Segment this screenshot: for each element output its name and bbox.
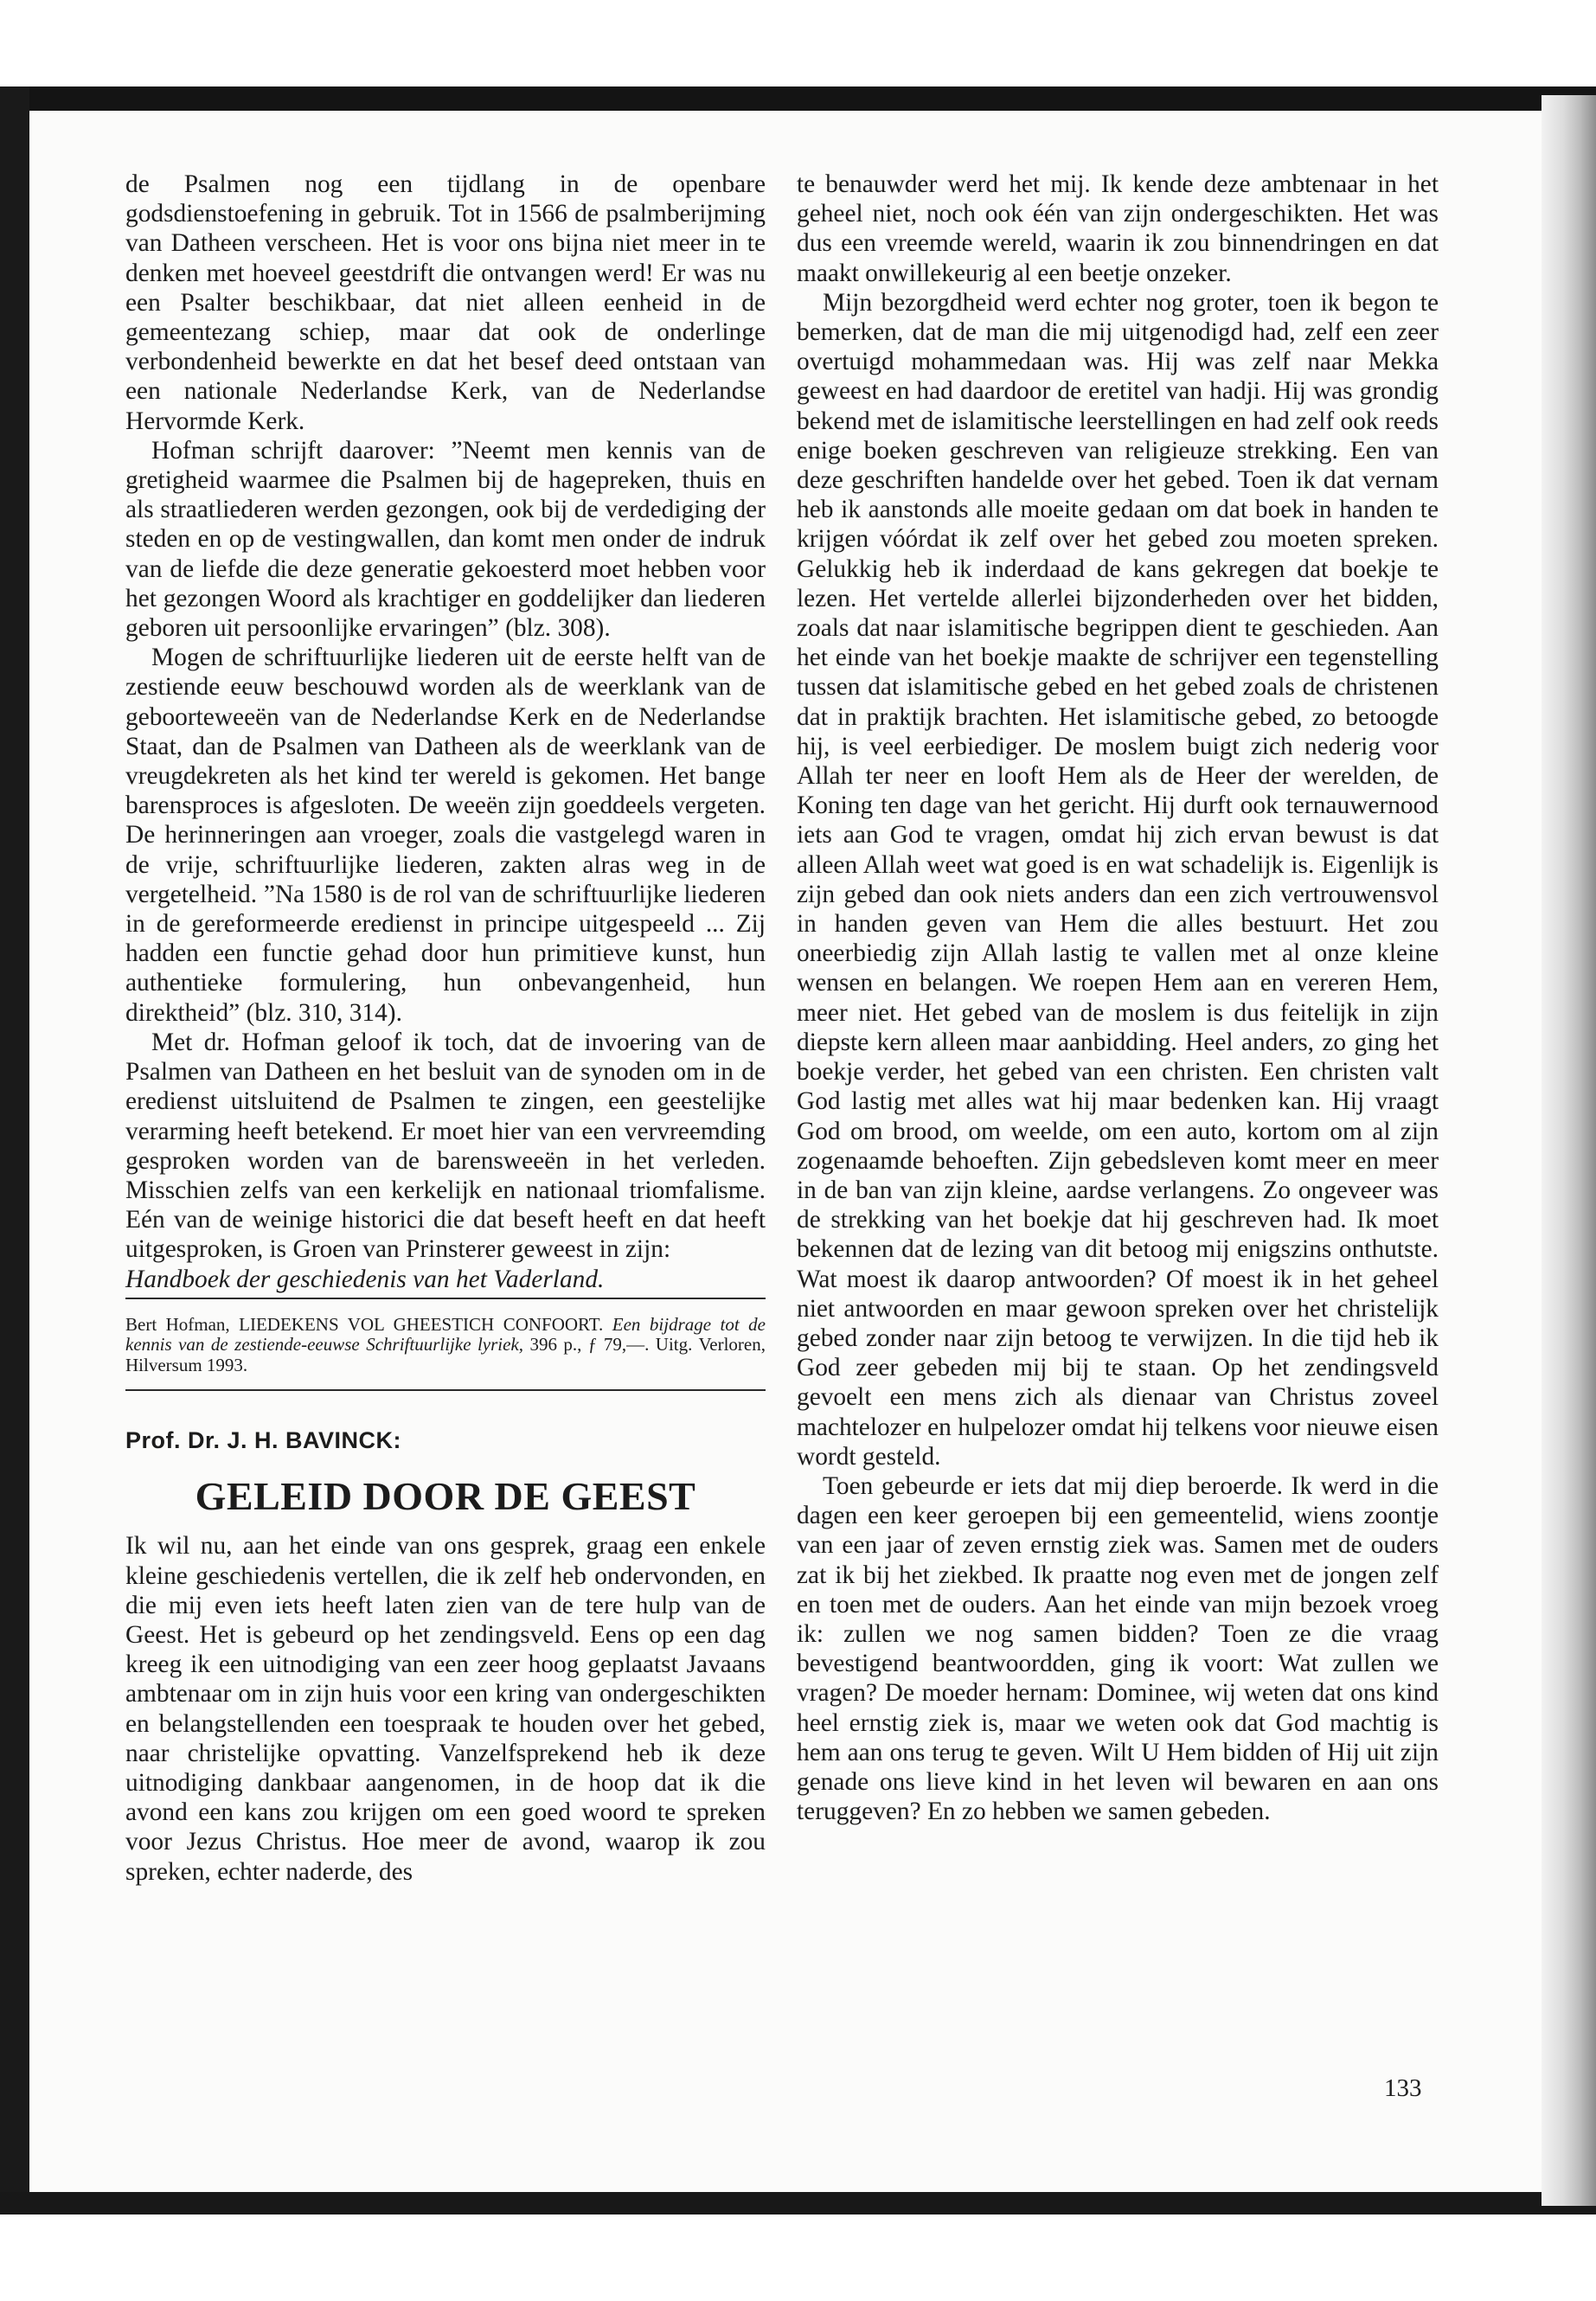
biblio-subtitle: Een bijdrage tot de kennis van de zestiende-eeuwse Schriftuurlijke lyriek, <box>125 1313 766 1356</box>
paragraph: Met dr. Hofman geloof ik toch, dat de invoering van de Psalmen van Datheen en het besluit van de synoden om in de eredienst uitsluitend de Psalmen te zingen, een geestelijke verarming heeft betekend. Er moet hier van een vervreemding gesproken worden van de barensweeën in het verleden. Misschien zelfs van een kerkelijk en nationaal triomfalisme. Eén van de weinige historici die dat beseft heeft en dat heeft uitgesproken, is Groen van Prinsterer geweest in zijn: <box>125 1028 766 1264</box>
paragraph: Mijn bezorgdheid werd echter nog groter, toen ik begon te bemerken, dat de man die mij uitgenodigd had, zelf een zeer overtuigd mohammedaan was. Hij was zelf naar Mekka geweest en had daardoor de eretitel van hadji. Hij was grondig bekend met de islamitische leerstellingen en had zelf ook reeds enige boeken geschreven van religieuze strekking. Een van deze geschriften handelde over het gebed. Toen ik dat vernam heb ik aanstonds alle moeite gedaan om dat boek in handen te krijgen vóórdat ik zelf over het gebed zou moeten spreken. Gelukkig heb ik inderdaad de kans gekregen dat boekje te lezen. Het vertelde allerlei bijzonderheden over het bidden, zoals dat naar islamitische begrippen dient te geschieden. Aan het einde van het boekje maakte de schrijver een tegenstelling tussen dat islamitische gebed en het gebed zoals de christenen dat in praktijk brachten. Het islamitische gebed, zo betoogde hij, is veel eerbiediger. De moslem buigt zich nederig voor Allah ter neer en looft Hem als de Heer der werelden, de Koning ten dage van het gericht. Hij durft ook ternauwernood iets aan God te vragen, omdat hij zich ervan bewust is dat alleen Allah weet wat goed is en wat schadelijk is. Eigenlijk is zijn gebed dan ook niets anders dan een zich vertrouwensvol in handen geven van Hem die alles bestuurt. Het zou oneerbiedig zijn Allah lastig te vallen met al onze kleine wensen en belangen. We roepen Hem aan en vereren Hem, meer niet. Het gebed van de moslem is dus feitelijk in zijn diepste kern alleen maar aanbidding. Heel anders, zo ging het boekje verder, het gebed van een christen. Een christen valt God lastig met alles wat hij maar bedenken kan. Hij vraagt God om brood, om weelde, om een auto, kortom om al zijn zogenaamde behoeften. Zijn gebedsleven komt meer en meer in de ban van zijn kleine, aardse verlangens. Zo ongeveer was de strekking van het boekje dat hij geschreven had. Ik moet bekennen dat de lezing van dit betoog mij enigszins onthutste. Wat moest ik daarop antwoorden? Of moest ik in het geheel niet antwoorden en maar gewoon spreken over het christelijk gebed zonder naar zijn betoog te verwijzen. In die tijd heb ik God zeer gebeden mij bij te staan. Op het zendingsveld gevoelt een mens zich als dienaar van Christus zoveel machtelozer en hulpelozer omdat hij telkens voor nieuwe eisen wordt gesteld. <box>797 288 1439 1471</box>
paragraph: Toen gebeurde er iets dat mij diep beroerde. Ik werd in die dagen een keer geroepen bij een gemeentelid, wiens zoontje van een jaar of zeven ernstig ziek was. Samen met de ouders zat ik bij het ziekbed. Ik praatte nog even met de jongen zelf en toen met de ouders. Aan het einde van mijn bezoek vroeg ik: zullen we nog samen bidden? Toen ze die vraag bevestigend beantwoordden, ging ik voort: Wat zullen we vragen? De moeder hernam: Dominee, wij weten dat ons kind heel ernstig ziek is, maar we weten ook dat God machtig is hem aan ons terug te geven. Wilt U Hem bidden of Hij uit zijn genade ons lieve kind in het leven wil bewaren en aan ons teruggeven? En zo hebben we samen gebeden. <box>797 1471 1439 1826</box>
scan-left-edge <box>0 87 29 2214</box>
bibliography-note <box>125 1315 766 1376</box>
paragraph: te benauwder werd het mij. Ik kende deze ambtenaar in het geheel niet, noch ook één van zijn ondergeschikten. Het was dus een vreemde wereld, waarin ik zou binnendringen en dat maakt onwillekeurig al een beetje onzeker. <box>797 170 1439 287</box>
book-title: Handboek der geschiedenis van het Vaderland. <box>125 1265 766 1299</box>
page-number: 133 <box>1384 2074 1422 2102</box>
author-byline: Prof. Dr. J. H. BAVINCK: <box>125 1427 402 1454</box>
left-column <box>125 170 766 1887</box>
biblio-author-title: Bert Hofman, LIEDEKENS VOL GHEESTICH CONFOORT. <box>125 1313 604 1335</box>
divider <box>125 1389 766 1391</box>
paragraph: Mogen de schriftuurlijke liederen uit de eerste helft van de zestiende eeuw beschouwd worden als de weerklank van de geboorteweeën van de Nederlandse Kerk en de Nederlandse Staat, dan de Psalmen van Datheen als de weerklank van de vreugdekreten als het kind ter wereld is gekomen. Het bange barensproces is afgesloten. De weeën zijn goeddeels vergeten. De herinneringen aan vroeger, zoals die vastgelegd waren in de vrije, schriftuurlijke liederen, zakten alras weg in de vergetelheid. ”Na 1580 is de rol van de schriftuurlijke liederen in de gereformeerde eredienst in principe uitgespeeld ... Zij hadden een functie gehad door hun primitieve kunst, hun authentieke formulering, hun onbevangenheid, hun direktheid” (blz. 310, 314). <box>125 644 766 1027</box>
biblio-details: 396 p., ƒ 79,—. Uitg. Verloren, Hilversum 1993. <box>125 1334 766 1375</box>
paragraph: Ik wil nu, aan het einde van ons gesprek, graag een enkele kleine geschiedenis vertellen, die ik zelf heb ondervonden, en die mij even iets heeft laten zien van de tere hulp van de Geest. Het is gebeurd op het zendingsveld. Eens op een dag kreeg ik een uitnodiging van een zeer hoog geplaatst Javaans ambtenaar om in zijn huis voor een kring van ondergeschikten en belangstellenden een toespraak te houden over het gebed, naar christelijke opvatting. Vanzelfsprekend heb ik deze uitnodiging dankbaar aangenomen, in de hoop dat ik die avond een kans zou krijgen om een goed woord te spreken voor Jezus Christus. Hoe meer de avond, waarop ik zou spreken, echter naderde, des <box>125 1532 766 1886</box>
right-column <box>797 170 1439 1826</box>
article-headline: GELEID DOOR DE GEEST <box>195 1474 696 1519</box>
page-gutter-shadow <box>1542 95 1596 2206</box>
scan-bottom-edge <box>0 2192 1596 2214</box>
paragraph: Hofman schrijft daarover: ”Neemt men kennis van de gretigheid waarmee die Psalmen bij de hagepreken, thuis en als straatliederen werden gezongen, ook bij de verdediging der steden en op de vestingwallen, dan komt men onder de indruk van de liefde die deze generatie gekoesterd moet hebben voor het gezongen Woord als krachtiger en goddelijker dan liederen geboren uit persoonlijke ervaringen” (blz. 308). <box>125 436 766 643</box>
paragraph: de Psalmen nog een tijdlang in de openbare godsdienstoefening in gebruik. Tot in 1566 de psalmberijming van Datheen verscheen. Het is voor ons bijna niet meer in te denken met hoeveel geestdrift die ontvangen werd! Er was nu een Psalter beschikbaar, dat niet alleen eenheid in de gemeentezang schiep, maar dat ook de onderlinge verbondenheid bewerkte en dat het besef deed ontstaan van een nationale Nederlandse Kerk, van de Nederlandse Hervormde Kerk. <box>125 170 766 435</box>
